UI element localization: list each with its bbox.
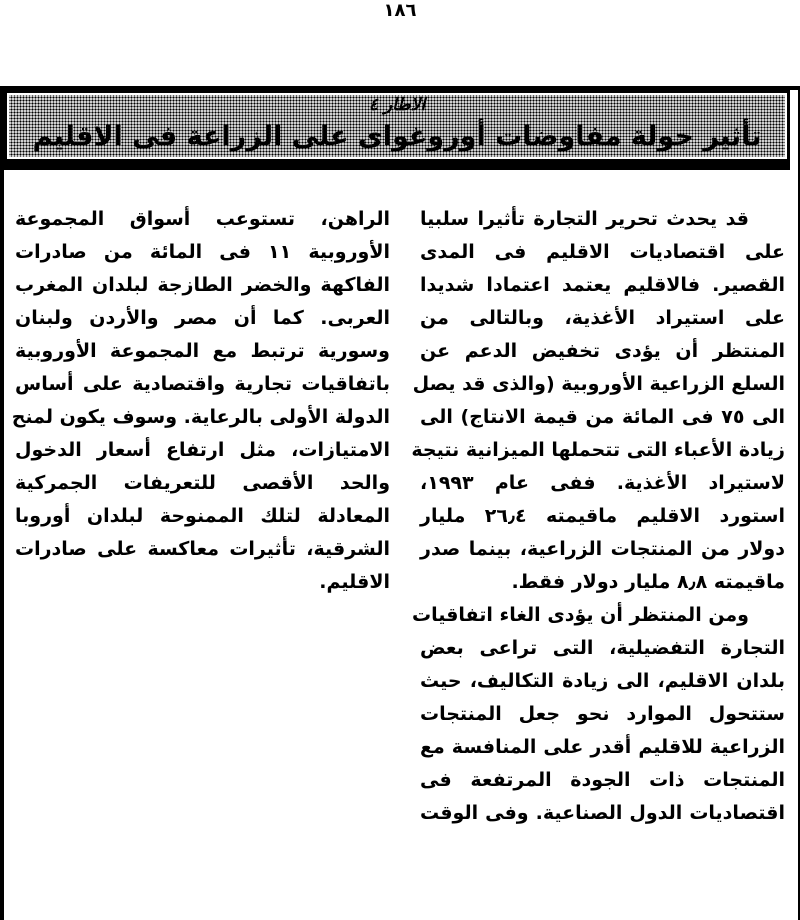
text-line: والحد الأقصى للتعريفات الجمركية [15,472,390,494]
text-line: الدولة الأولى بالرعاية. وسوف يكون لمنح [11,406,390,428]
text-line: القصير. فالاقليم يعتمد اعتمادا شديدا [420,274,785,296]
text-line: الراهن، تستوعب أسواق المجموعة [15,208,390,230]
text-line: الاقليم. [319,571,390,593]
text-line: ماقيمته ٨٫٨ مليار دولار فقط. [511,571,785,593]
text-line: باتفاقيات تجارية واقتصادية على أساس [15,373,390,395]
text-line: الشرقية، تأثيرات معاكسة على صادرات [15,538,390,560]
box-header [4,90,790,162]
text-line: استورد الاقليم ماقيمته ٢٦٫٤ مليار [420,505,785,527]
text-line: المنتجات ذات الجودة المرتفعة فى [420,769,785,791]
text-line: على اقتصاديات الاقليم فى المدى [420,241,785,263]
text-line: الزراعية للاقليم أقدر على المنافسة مع [420,736,785,758]
left-column [11,203,390,599]
right-column [411,203,785,830]
text-line: ومن المنتظر أن يؤدى الغاء اتفاقيات [411,604,749,626]
text-line: دولار من المنتجات الزراعية، بينما صدر [420,538,785,560]
text-line: اقتصاديات الدول الصناعية. وفى الوقت [420,802,785,824]
text-line: ستتحول الموارد نحو جعل المنتجات [420,703,785,725]
text-line: قد يحدث تحرير التجارة تأثيرا سلبيا [420,208,749,230]
text-line: الفاكهة والخضر الطازجة لبلدان المغرب [15,274,390,296]
header-divider [4,162,790,170]
text-line: الى ٧٥ فى المائة من قيمة الانتاج) الى [420,406,785,428]
text-line: على استيراد الأغذية، وبالتالى من [420,307,785,329]
text-line: السلع الزراعية الأوروبية (والذى قد يصل [412,373,785,395]
text-line: المعادلة لتلك الممنوحة لبلدان أوروبا [15,505,390,527]
box-title: تأثير جولة مفاوضات أوروغواى على الزراعة فى الاقليم [32,121,762,152]
page-number: ١٨٦ [383,0,417,21]
text-line: بلدان الاقليم، الى زيادة التكاليف، حيث [420,670,785,692]
text-line: التجارة التفضيلية، التى تراعى بعض [420,637,785,659]
text-line: المنتظر أن يؤدى تخفيض الدعم عن [420,340,785,362]
text-line: لاستيراد الأغذية. ففى عام ١٩٩٣، [420,472,785,494]
text-line: وسورية ترتبط مع المجموعة الأوروبية [15,340,390,362]
box-label: الاطار ٤ [368,95,426,115]
text-line: الأوروبية ١١ فى المائة من صادرات [15,241,390,263]
text-line: زيادة الأعباء التى تتحملها الميزانية نتيجة [411,439,785,461]
text-line: الامتيازات، مثل ارتفاع أسعار الدخول [15,439,390,461]
text-line: العربى. كما أن مصر والأردن ولبنان [15,307,390,329]
